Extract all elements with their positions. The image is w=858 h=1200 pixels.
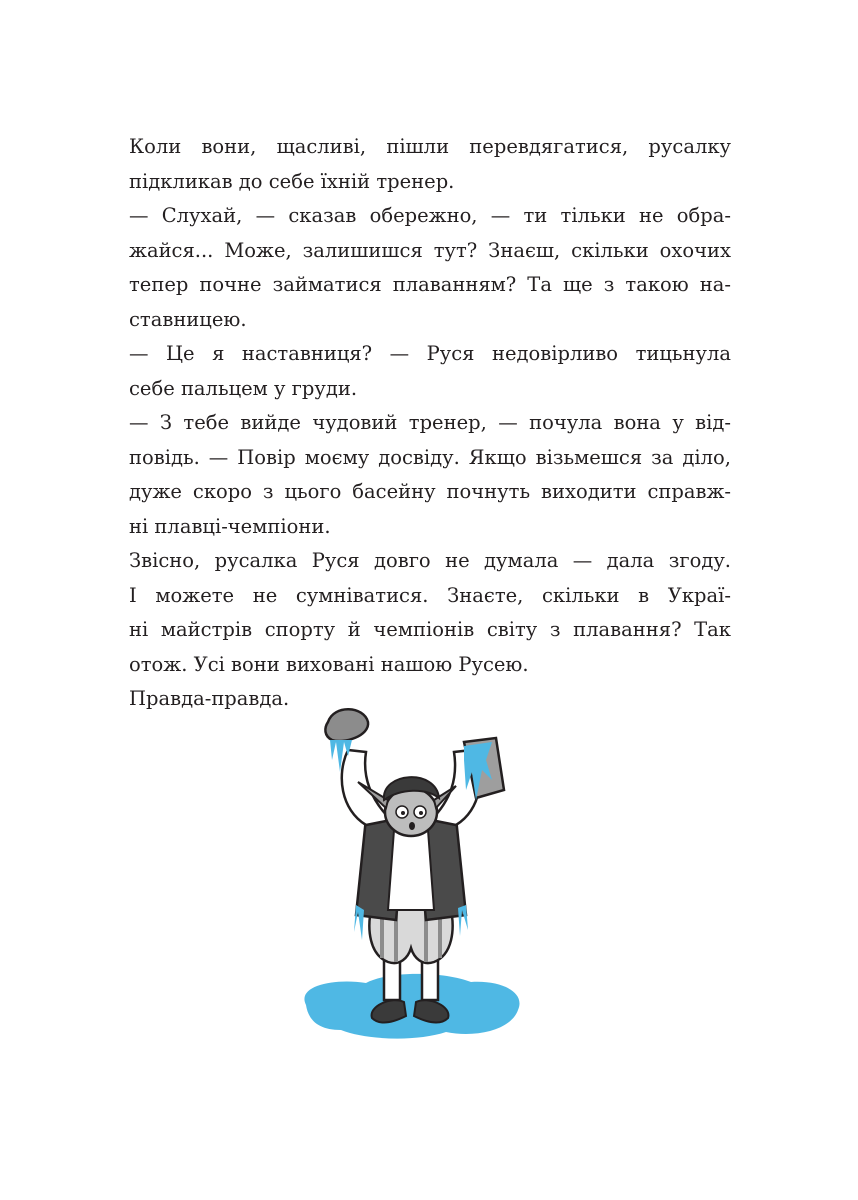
goblin-illustration [296,700,526,1045]
story-line-10: повідь. — Повір моєму досвіду. Якщо візьмешся за діло, [129,445,731,469]
water-puddle [304,974,519,1039]
story-line-3: — Слухай, — сказав обережно, — ти тільки не обра- [129,204,731,227]
story-line-2: підкликав до себе їхній тренер. [129,169,455,193]
story-line-5: тепер почне займатися плаванням? Та ще з такою на- [129,273,731,296]
story-line-11: дуже скоро з цього басейну почнуть виходити справж- [129,480,731,503]
story-line-16: отож. Усі вони виховані нашою Русею. [129,652,529,676]
wet-sponge [325,709,368,741]
story-line-14: І можете не сумніватися. Знаєте, скільки в Украї- [129,583,731,607]
story-line-13: Звісно, русалка Руся довго не думала — дала згоду. [129,549,731,572]
story-line-17: Правда-правда. [129,687,290,710]
story-line-8: себе пальцем у груди. [129,376,358,400]
story-line-12: ні плавці-чемпіони. [129,514,331,538]
story-line-1: Коли вони, щасливі, пішли перевдягатися, русалку [129,135,731,158]
story-line-6: ставницею. [129,307,247,331]
story-line-7: — Це я наставниця? — Руся недовірливо тицьнула [129,342,731,365]
story-text [129,130,731,717]
story-line-9: — З тебе вийде чудовий тренер, — почула вона у від- [129,411,731,434]
story-line-4: жайся... Може, залишишся тут? Знаєш, скільки охочих [129,238,731,262]
story-line-15: ні майстрів спорту й чемпіонів світу з плавання? Так [129,618,731,641]
white-shirt [388,830,434,910]
